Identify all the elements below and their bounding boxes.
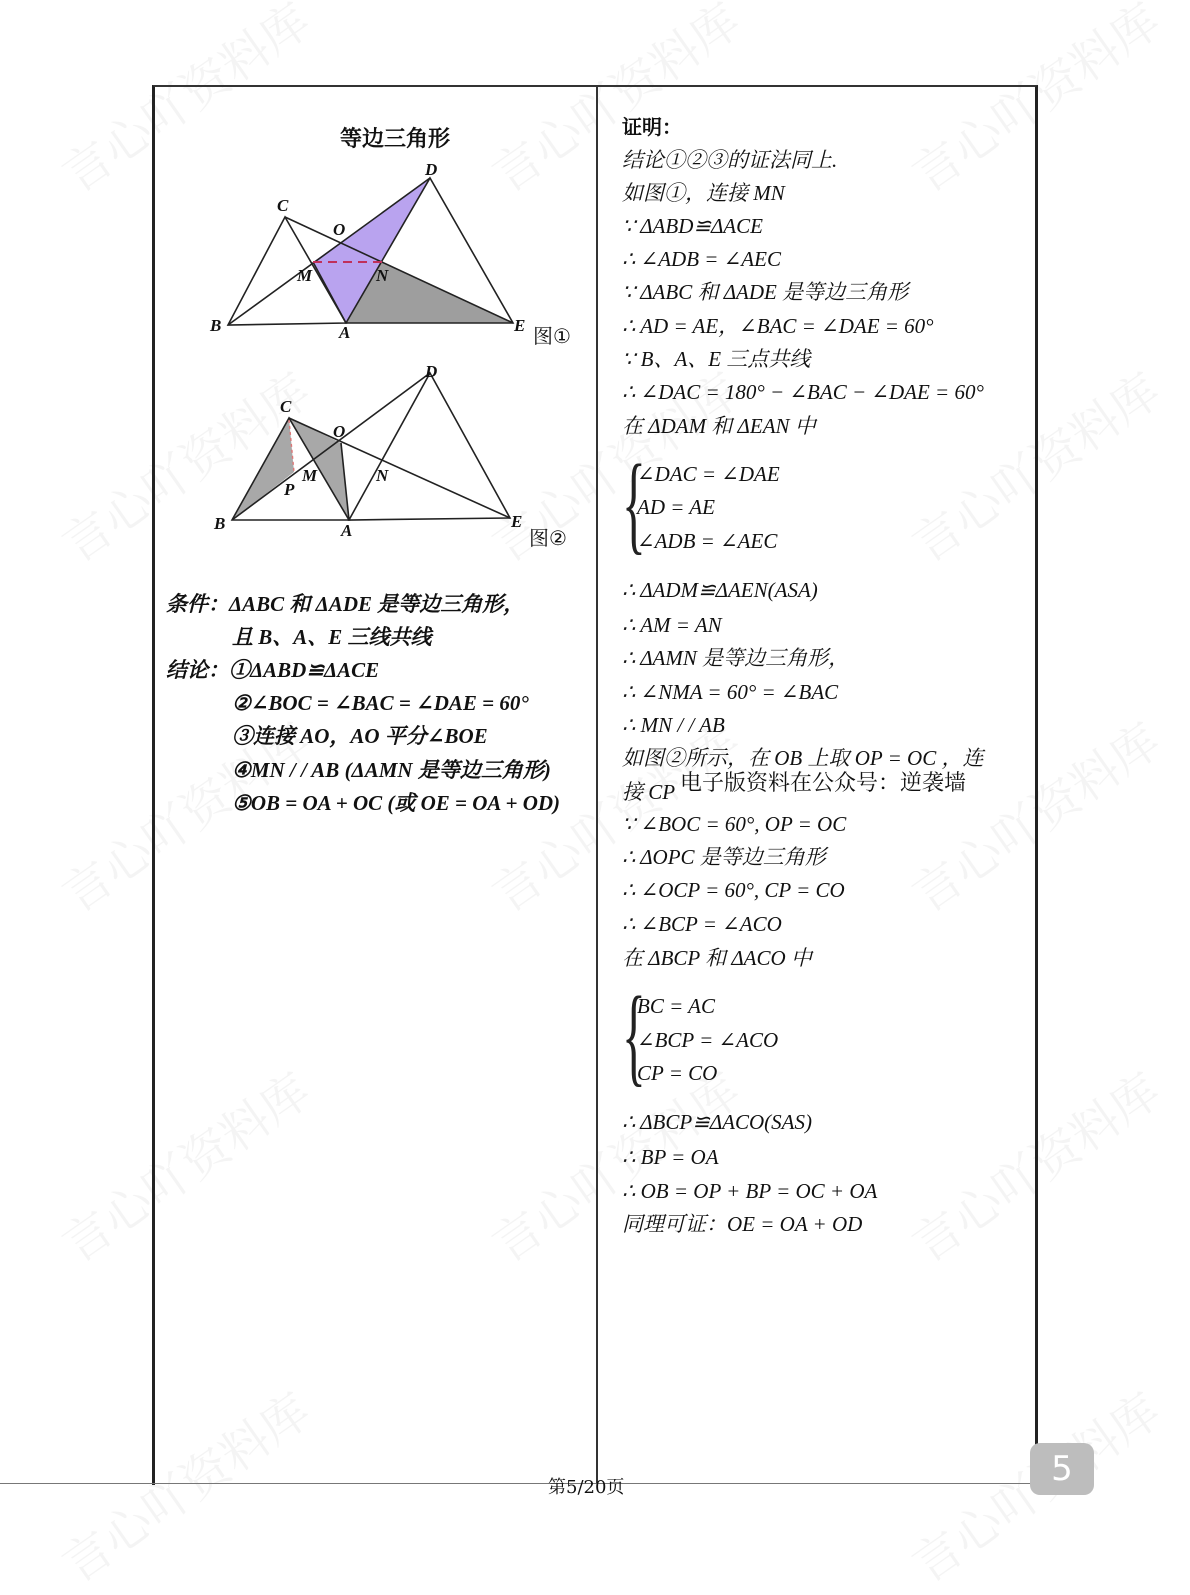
point-label-m: M <box>302 466 318 485</box>
point-label-n: N <box>376 466 389 485</box>
conclusion-line: ④MN / / AB (ΔAMN 是等边三角形) <box>232 758 551 782</box>
proof-line: ∴ OB = OP + BP = OC + OA <box>622 1179 878 1203</box>
figure-2-caption: 图② <box>529 526 567 550</box>
conclusion-line: ⑤OB = OA + OC (或 OE = OA + OD) <box>232 791 561 815</box>
proof-line: ∴ MN / / AB <box>622 713 725 737</box>
promo-overlay-text: 电子版资料在公众号：逆袭墙 <box>680 771 967 796</box>
conclusion-line: ②∠BOC = ∠BAC = ∠DAE = 60° <box>232 691 529 715</box>
point-label-d: D <box>425 362 438 381</box>
proof-line: ∵ ΔABD≌ΔACE <box>622 214 763 238</box>
proof-line: ∴ ΔBCP≌ΔACO(SAS) <box>622 1110 812 1134</box>
proof-line: ∵ ∠BOC = 60°, OP = OC <box>622 812 847 836</box>
point-label-a: A <box>339 323 351 342</box>
point-label-e: E <box>511 512 523 531</box>
proof-line: ∴ ∠OCP = 60°, CP = CO <box>622 878 845 902</box>
proof-heading: 证明： <box>622 115 682 139</box>
condition-line: 且 B、A、E 三线共线 <box>232 625 432 649</box>
point-label-m: M <box>297 266 313 285</box>
proof-line: ∴ ΔAMN 是等边三角形， <box>622 646 850 670</box>
proof-line: ∴ ∠NMA = 60° = ∠BAC <box>622 680 839 704</box>
proof-line: ∴ ΔADM≌ΔAEN(ASA) <box>622 578 818 602</box>
point-label-d: D <box>425 160 438 179</box>
proof-line: 在 ΔBCP 和 ΔACO 中 <box>622 946 812 970</box>
proof-line: ∴ ΔOPC 是等边三角形 <box>622 845 826 869</box>
proof-line: 结论①②③的证法同上. <box>622 148 838 172</box>
point-label-n: N <box>376 266 389 285</box>
proof-line: ∴ BP = OA <box>622 1145 719 1169</box>
point-label-b: B <box>214 514 226 533</box>
proof-line: 如图①，连接 MN <box>622 181 785 205</box>
brace-line: CP = CO <box>637 1061 718 1085</box>
proof-line: ∴ ∠BCP = ∠ACO <box>622 912 782 936</box>
bottom-rule <box>0 1483 1035 1484</box>
proof-line: ∵ B、A、E 三点共线 <box>622 347 811 371</box>
point-label-b: B <box>210 316 222 335</box>
brace-line: BC = AC <box>637 994 715 1018</box>
point-label-p: P <box>284 480 295 499</box>
point-label-c: C <box>277 196 289 215</box>
condition-line: 条件：ΔABC 和 ΔADE 是等边三角形， <box>166 592 525 616</box>
brace-line: ∠BCP = ∠ACO <box>637 1028 779 1052</box>
proof-line: ∴ ∠DAC = 180° − ∠BAC − ∠DAE = 60° <box>622 380 984 404</box>
brace-line: AD = AE <box>637 495 715 519</box>
section-title: 等边三角形 <box>340 127 451 152</box>
brace: { <box>622 442 646 564</box>
proof-line: 同理可证：OE = OA + OD <box>622 1212 863 1236</box>
proof-line: 如图②所示，在 OB 上取 OP = OC ，连 <box>622 746 984 770</box>
point-label-c: C <box>280 397 292 416</box>
point-label-e: E <box>514 316 526 335</box>
brace: { <box>622 974 646 1096</box>
point-label-a: A <box>341 521 353 540</box>
proof-line: ∴ ∠ADB = ∠AEC <box>622 247 781 271</box>
proof-line: ∴ AM = AN <box>622 613 722 637</box>
proof-line: ∵ ΔABC 和 ΔADE 是等边三角形 <box>622 280 909 304</box>
conclusion-line: ③连接 AO，AO 平分∠BOE <box>232 724 488 748</box>
page-badge[interactable]: 5 <box>1030 1443 1094 1495</box>
conclusion-line: 结论：①ΔABD≌ΔACE <box>166 658 380 682</box>
proof-line: 接 CP <box>622 780 676 804</box>
brace-line: ∠ADB = ∠AEC <box>637 529 778 553</box>
brace-line: ∠DAC = ∠DAE <box>637 462 780 486</box>
figure-1-caption: 图① <box>533 324 571 348</box>
page-number-label: 第5/20页 <box>548 1477 625 1498</box>
point-label-o: O <box>333 220 346 239</box>
point-label-o: O <box>333 422 346 441</box>
proof-line: 在 ΔDAM 和 ΔEAN 中 <box>622 414 816 438</box>
proof-line: ∴ AD = AE，∠BAC = ∠DAE = 60° <box>622 314 934 338</box>
